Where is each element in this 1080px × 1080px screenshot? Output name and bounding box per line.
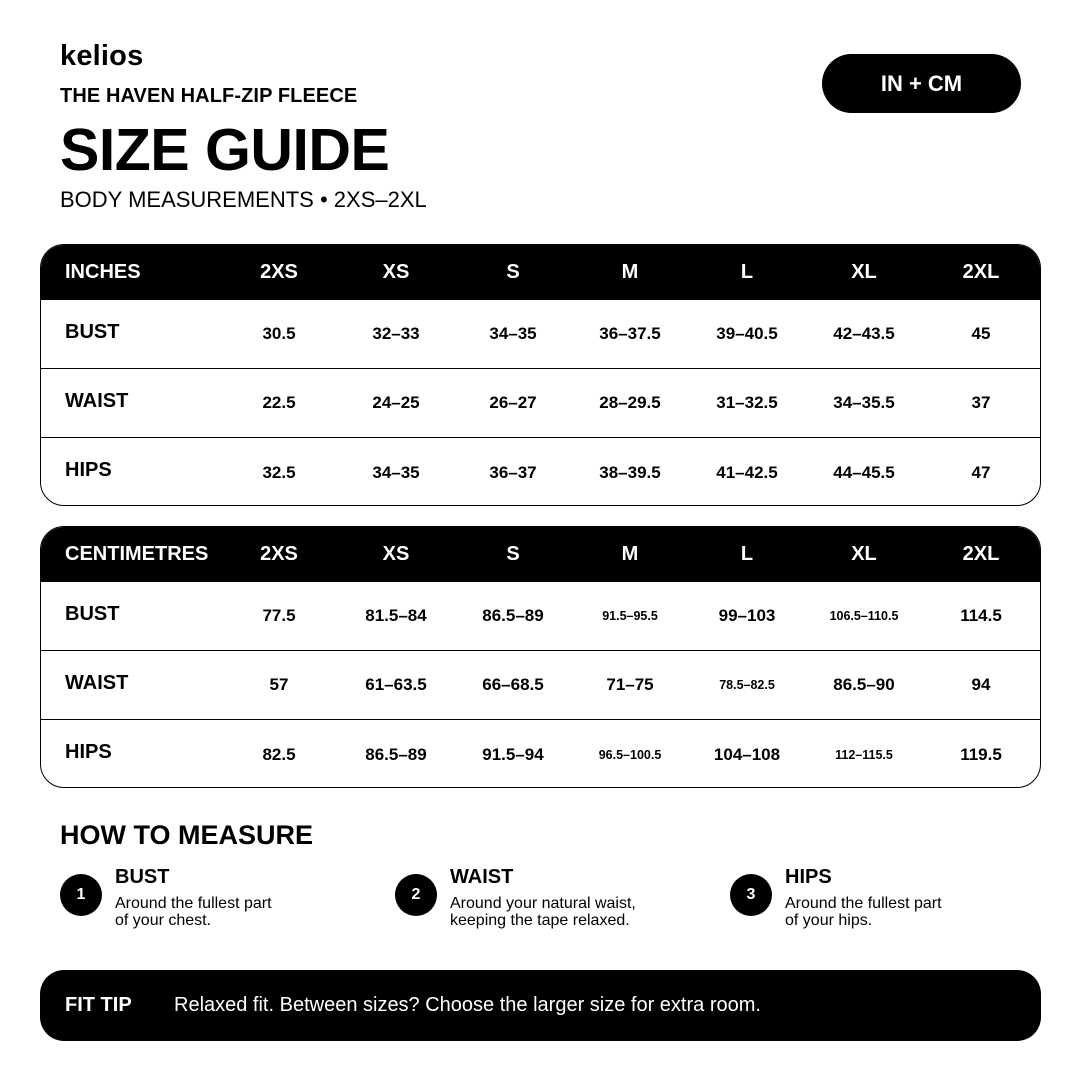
fit-tip-text: Relaxed fit. Between sizes? Choose the larger size for extra room. [174,994,761,1016]
table-cell: 94 [971,675,991,694]
row-label: HIPS [65,459,112,481]
size-header: XS [382,543,410,565]
size-header: 2XS [260,543,298,565]
step-description [115,895,325,929]
page-subtitle: BODY MEASUREMENTS • 2XS–2XL [60,187,427,212]
table-cell: 31–32.5 [716,393,778,412]
table-cell: 34–35.5 [833,393,895,412]
table-cell: 39–40.5 [716,324,778,343]
size-header: L [740,543,754,565]
table-cell: 106.5–110.5 [829,609,899,623]
table-cell: 66–68.5 [482,675,544,694]
step-description-line: of your hips. [785,912,873,929]
table-cell: 86.5–89 [482,606,544,625]
table-row [41,300,1040,369]
table-cell: 42–43.5 [833,324,895,343]
size-header: XL [851,261,877,283]
step-description-line: Around your natural waist, [450,895,636,912]
table-cell: 96.5–100.5 [598,747,662,762]
table-cell: 47 [971,462,991,482]
size-header: L [740,261,754,283]
step-number-badge: 3 [730,874,772,916]
size-header: M [621,261,639,283]
step-description-line: of your chest. [115,912,212,929]
table-cell: 32.5 [262,462,296,482]
table-cell: 30.5 [262,324,296,343]
size-header: M [621,543,639,565]
table-cell: 77.5 [262,606,296,625]
table-cell: 71–75 [606,675,654,694]
unit-badge: IN + CM [822,54,1021,113]
unit-label: INCHES [65,261,141,283]
row-label: HIPS [65,741,112,763]
table-cell: 34–35 [372,462,420,482]
table-cell: 81.5–84 [365,606,427,625]
table-cell: 38–39.5 [599,462,661,482]
table-cell: 61–63.5 [365,675,427,694]
unit-label: CENTIMETRES [65,543,209,565]
centimetres-size-table [40,526,1041,788]
step-number-badge: 1 [60,874,102,916]
page-title: SIZE GUIDE [60,117,390,183]
table-cell: 91.5–95.5 [602,609,658,623]
size-header: 2XS [260,261,298,283]
step-description [450,895,660,929]
row-label: BUST [65,603,120,625]
table-row [41,438,1040,506]
table-cell: 36–37 [489,462,537,482]
table-cell: 91.5–94 [482,744,544,764]
step-number-badge: 2 [395,874,437,916]
table-cell: 28–29.5 [599,393,661,412]
table-cell: 86.5–89 [365,744,427,764]
step-title: BUST [115,866,170,888]
table-cell: 26–27 [489,393,537,412]
step-description-line: Around the fullest part [115,895,272,912]
table-cell: 44–45.5 [833,462,895,482]
product-name: THE HAVEN HALF-ZIP FLEECE [60,85,358,107]
table-cell: 32–33 [372,324,420,343]
table-cell: 57 [269,675,289,694]
size-header: XS [382,261,410,283]
fit-tip-label: FIT TIP [65,994,132,1016]
table-header-row [41,527,1040,582]
table-cell: 45 [971,324,991,343]
table-row [41,582,1040,651]
table-row [41,369,1040,438]
step-description [785,895,995,929]
size-header: S [506,261,520,283]
table-cell: 22.5 [262,393,296,412]
step-description-line: keeping the tape relaxed. [450,912,630,929]
table-cell: 34–35 [489,324,537,343]
table-cell: 37 [971,393,991,412]
fit-tip-banner [40,970,1041,1041]
brand-logo: kelios [60,40,144,72]
table-cell: 86.5–90 [833,675,895,694]
table-cell: 119.5 [960,744,1002,764]
size-header: S [506,543,520,565]
step-title: WAIST [450,866,514,888]
table-row [41,720,1040,788]
table-cell: 36–37.5 [599,324,661,343]
step-description-line: Around the fullest part [785,895,942,912]
table-cell: 99–103 [718,606,776,625]
table-cell: 104–108 [713,744,781,764]
table-cell: 114.5 [960,606,1002,625]
table-cell: 41–42.5 [716,462,778,482]
table-header-row [41,245,1040,300]
table-cell: 24–25 [372,393,420,412]
size-header: 2XL [962,543,1000,565]
inches-size-table [40,244,1041,506]
how-to-measure-heading: HOW TO MEASURE [60,820,314,850]
table-cell: 112–115.5 [835,747,893,762]
table-cell: 78.5–82.5 [719,678,775,692]
size-header: XL [851,543,877,565]
table-row [41,651,1040,720]
row-label: WAIST [65,672,129,694]
row-label: BUST [65,321,120,343]
row-label: WAIST [65,390,129,412]
size-header: 2XL [962,261,1000,283]
step-title: HIPS [785,866,832,888]
table-cell: 82.5 [262,744,296,764]
